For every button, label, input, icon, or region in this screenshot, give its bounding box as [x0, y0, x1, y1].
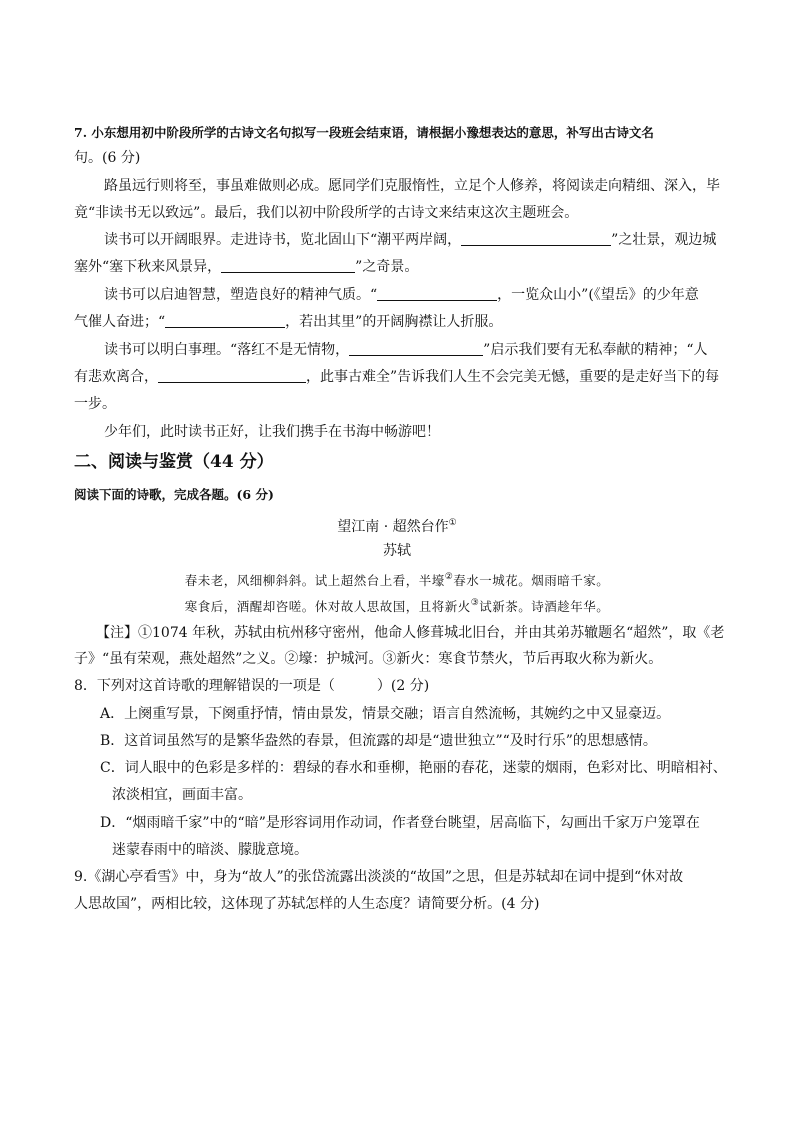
q7-para2-text-a: 读书可以开阔眼界。走进诗书，览北固山下“潮平两岸阔， [104, 232, 462, 248]
q9-line-1: 9.《湖心亭看雪》中，身为“故人”的张岱流露出淡淡的“故国”之思，但是苏轼却在词中提到“休对故 [74, 869, 684, 885]
q8-option-c-line-1: C．词人眼中的色彩是多样的：碧绿的春水和垂柳，艳丽的春花，迷蒙的烟雨，色彩对比、明暗相衬、 [100, 760, 727, 776]
q7-para3-text-d: ，若出其里”的开阔胸襟让人折服。 [285, 314, 503, 330]
q7-para4-text-d: ，此事古难全”告诉我们人生不会完美无憾，重要的是走好当下的每 [306, 369, 720, 385]
q7-para2-text-c: 塞外“塞下秋来风景异， [74, 259, 222, 275]
poem-title-text: 望江南 · 超然台作 [337, 519, 449, 535]
answer-blank-2[interactable] [221, 258, 355, 273]
q7-para3-text-b: ，一览众山小”(《望岳》的少年意 [497, 287, 699, 303]
answer-blank-5[interactable] [349, 341, 483, 356]
q8-option-b: B．这首词虽然写的是繁华盎然的春景，但流露的却是“遗世独立”“及时行乐”的思想感情。 [100, 733, 657, 749]
poem-line-1 [0, 567, 794, 591]
section-title: 二、阅读与鉴赏（44 分） [74, 452, 274, 472]
poem-line-2 [0, 593, 794, 617]
q7-para4-line-2 [74, 367, 719, 387]
poem-author: 苏轼 [383, 543, 411, 559]
q7-prompt-line-2: 句。(6 分) [74, 150, 141, 166]
q9-line-2: 人思故国”，两相比较，这体现了苏轼怎样的人生态度？请简要分析。(4 分) [74, 896, 540, 912]
answer-blank-6[interactable] [158, 368, 306, 383]
q7-para3-line-2 [74, 312, 502, 332]
poem-line-1-b: 春水一城花。烟雨暗千家。 [453, 573, 610, 588]
q7-para5: 少年们，此时读书正好，让我们携手在书海中畅游吧！ [104, 424, 440, 440]
q8-option-d-line-1: D．“烟雨暗千家”中的“暗”是形容词用作动词，作者登台眺望，居高临下，勾画出千家万户笼罩在 [100, 815, 700, 831]
q7-para4-text-a: 读书可以明白事理。“落红不是无情物， [104, 342, 350, 358]
q7-para3-line-1 [104, 285, 699, 305]
poem-title [0, 513, 794, 537]
q7-para4-text-b: ”启示我们要有无私奉献的精神；“人 [483, 342, 708, 358]
q8-option-c-line-2: 浓淡相宜，画面丰富。 [112, 787, 252, 803]
q7-para2-line-2 [74, 257, 418, 277]
q8-option-d-line-2: 迷蒙春雨中的暗淡、朦胧意境。 [112, 842, 308, 858]
q7-para1-line-1: 路虽远行则将至，事虽难做则必成。愿同学们克服惰性，立足个人修养，将阅读走向精细、深入，毕 [104, 178, 720, 194]
q8-stem: 8．下列对这首诗歌的理解错误的一项是（ ）(2 分) [74, 678, 430, 694]
q7-para4-line-1 [104, 340, 707, 360]
answer-blank-3[interactable] [377, 286, 497, 301]
answer-blank-1[interactable] [461, 231, 611, 246]
poem-note-line-2: 子》“虽有荣观，燕处超然”之义。②壕：护城河。③新火：寒食节禁火，节后再取火称为新火。 [74, 651, 663, 667]
poem-line-2-a: 寒食后，酒醒却咨嗟。休对故人思故国，且将新火 [184, 599, 471, 614]
poem-footnote-3: ③ [470, 598, 480, 608]
q7-para4-text-c: 有悲欢离合， [74, 369, 158, 385]
q7-prompt-line-1: 7. 小东想用初中阶段所学的古诗文名句拟写一段班会结束语，请根据小豫想表达的意思，补写出古诗文名 [74, 125, 654, 140]
q7-para1-line-2: 竟“非读书无以致远”。最后，我们以初中阶段所学的古诗文来结束这次主题班会。 [74, 205, 579, 221]
poem-title-footnote: ① [448, 518, 457, 528]
q8-option-a: A．上阕重写景，下阕重抒情，情由景发，情景交融；语言自然流畅，其婉约之中又显豪迈。 [100, 706, 671, 722]
answer-blank-4[interactable] [165, 313, 285, 328]
q7-para3-text-c: 气催人奋进；“ [74, 314, 166, 330]
poem-footnote-2: ② [444, 572, 454, 582]
poem-line-2-b: 试新茶。诗酒趁年华。 [479, 599, 610, 614]
q7-para2-line-1 [104, 230, 716, 250]
q7-para3-text-a: 读书可以启迪智慧，塑造良好的精神气质。“ [104, 287, 378, 303]
q7-para2-text-b: ”之壮景，观边城 [611, 232, 717, 248]
poem-note-line-1: 【注】①1074 年秋，苏轼由杭州移守密州，他命人修葺城北旧台，并由其弟苏辙题名“超然”，取《老 [96, 625, 725, 641]
q7-para4-line-3: 一步。 [74, 396, 116, 412]
reading-instruction: 阅读下面的诗歌，完成各题。(6 分) [74, 487, 274, 502]
poem-line-1-a: 春未老，风细柳斜斜。试上超然台上看，半壕 [184, 573, 445, 588]
q7-para2-text-d: ”之奇景。 [355, 259, 419, 275]
